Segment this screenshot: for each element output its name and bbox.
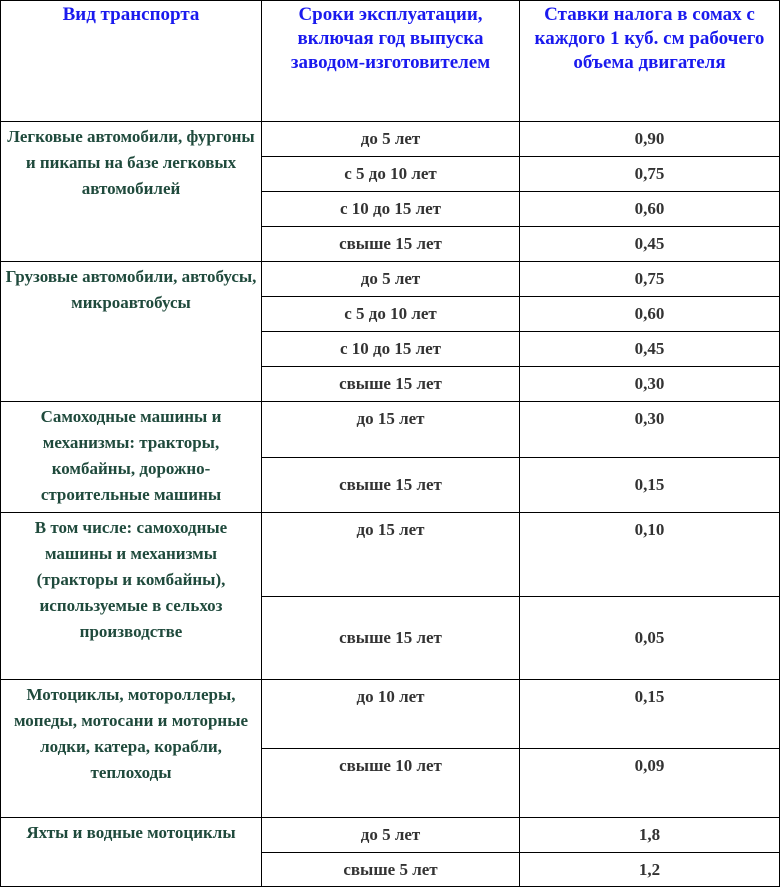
period-cell: свыше 15 лет: [262, 227, 520, 262]
rate-cell: 0,30: [520, 402, 780, 458]
rate-cell: 0,45: [520, 227, 780, 262]
rate-cell: 0,15: [520, 680, 780, 749]
transport-type-cell: Грузовые автомобили, автобусы, микроавтобусы: [1, 262, 262, 402]
rate-cell: 0,10: [520, 513, 780, 597]
period-cell: до 15 лет: [262, 402, 520, 458]
rate-cell: 0,45: [520, 332, 780, 367]
table-row: [1, 122, 780, 157]
rate-cell: 0,09: [520, 749, 780, 818]
rate-cell: 0,30: [520, 367, 780, 402]
header-row: [1, 1, 780, 122]
table-row: [1, 818, 780, 853]
rate-cell: 0,75: [520, 157, 780, 192]
rate-cell: 0,05: [520, 597, 780, 680]
transport-type-cell: В том числе: самоходные машины и механизмы (тракторы и комбайны), используемые в сельхоз производстве: [1, 513, 262, 680]
rate-cell: 0,60: [520, 192, 780, 227]
period-cell: до 5 лет: [262, 262, 520, 297]
header-service-period: Сроки эксплуатации, включая год выпуска заводом-изготовителем: [262, 1, 520, 122]
period-cell: свыше 15 лет: [262, 367, 520, 402]
transport-type-cell: Яхты и водные мотоциклы: [1, 818, 262, 887]
table-row: [1, 402, 780, 458]
rate-cell: 0,90: [520, 122, 780, 157]
period-cell: свыше 5 лет: [262, 853, 520, 887]
period-cell: с 10 до 15 лет: [262, 192, 520, 227]
table-row: [1, 513, 780, 597]
period-cell: до 5 лет: [262, 818, 520, 853]
table-row: [1, 262, 780, 297]
transport-type-cell: Самоходные машины и механизмы: тракторы, комбайны, дорожно-строительные машины: [1, 402, 262, 513]
header-transport-type: Вид транспорта: [1, 1, 262, 122]
period-cell: свыше 15 лет: [262, 458, 520, 513]
table-row: [1, 680, 780, 749]
rate-cell: 0,15: [520, 458, 780, 513]
rate-cell: 0,60: [520, 297, 780, 332]
period-cell: с 5 до 10 лет: [262, 297, 520, 332]
period-cell: свыше 15 лет: [262, 597, 520, 680]
period-cell: свыше 10 лет: [262, 749, 520, 818]
period-cell: до 10 лет: [262, 680, 520, 749]
period-cell: до 5 лет: [262, 122, 520, 157]
transport-type-cell: Мотоциклы, мотороллеры, мопеды, мотосани и моторные лодки, катера, корабли, теплоходы: [1, 680, 262, 818]
rate-cell: 0,75: [520, 262, 780, 297]
period-cell: с 10 до 15 лет: [262, 332, 520, 367]
period-cell: до 15 лет: [262, 513, 520, 597]
rate-cell: 1,2: [520, 853, 780, 887]
transport-type-cell: Легковые автомобили, фургоны и пикапы на базе легковых автомобилей: [1, 122, 262, 262]
header-tax-rate: Ставки налога в сомах с каждого 1 куб. см рабочего объема двигателя: [520, 1, 780, 122]
rate-cell: 1,8: [520, 818, 780, 853]
period-cell: с 5 до 10 лет: [262, 157, 520, 192]
